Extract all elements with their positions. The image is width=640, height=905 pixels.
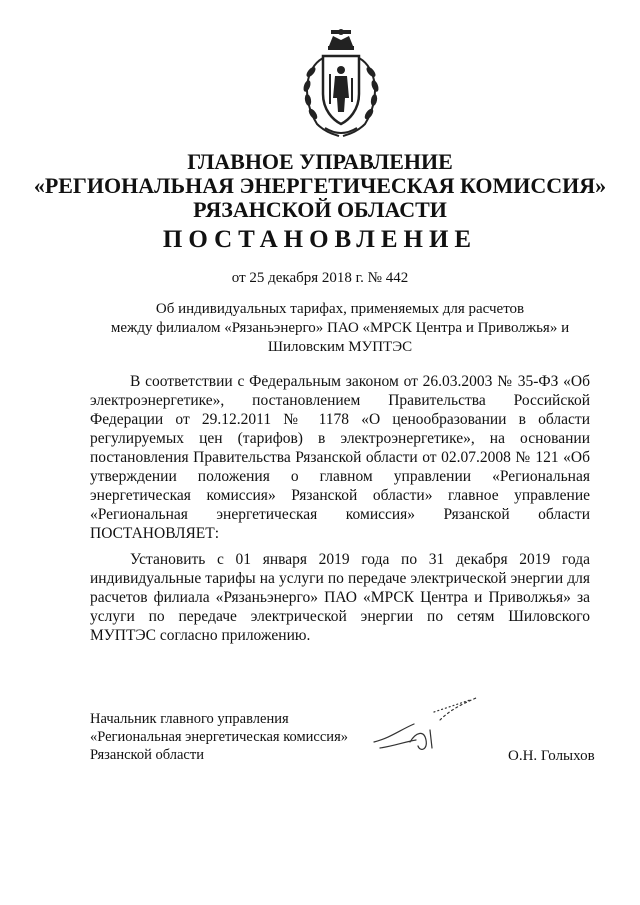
position-line: Рязанской области bbox=[90, 747, 204, 763]
agency-name-line3: РЯЗАНСКОЙ ОБЛАСТИ bbox=[193, 197, 447, 222]
ryazan-coat-of-arms-icon bbox=[295, 28, 387, 140]
position-line: «Региональная энергетическая комиссия» bbox=[90, 729, 348, 745]
decree-date-number: от 25 декабря 2018 г. № 442 bbox=[231, 270, 409, 286]
resolution-paragraph: Установить с 01 января 2019 года по 31 декабря 2019 года индивидуальные тарифы на услуги по передаче электрической энергии для расчетов филиала «Рязаньэнерго» ПАО «МРСК Центра и Приволжья» за услуги по передаче электрической энергии по сетям Шиловского МУПТЭС согласно приложению. bbox=[90, 551, 590, 644]
document-type-title: ПОСТАНОВЛЕНИЕ bbox=[162, 226, 478, 253]
position-line: Начальник главного управления bbox=[90, 711, 289, 727]
signatory-name: О.Н. Голыхов bbox=[508, 748, 595, 764]
subject-line: Об индивидуальных тарифах, применяемых для расчетов bbox=[155, 301, 525, 317]
subject-line: Шиловским МУПТЭС bbox=[267, 339, 413, 355]
agency-name-line1: ГЛАВНОЕ УПРАВЛЕНИЕ bbox=[187, 149, 453, 174]
decree-subject bbox=[80, 300, 600, 357]
handwritten-signature bbox=[370, 690, 480, 760]
subject-line: между филиалом «Рязаньэнерго» ПАО «МРСК Центра и Приволжья» и bbox=[110, 320, 570, 336]
preamble-paragraph: В соответствии с Федеральным законом от 26.03.2003 № 35-ФЗ «Об электроэнергетике», постановлением Правительства Российской Федерации от 29.12.2011 № 1178 «О ценообразовании в области регулируемых цен (тарифов) в электроэнергетике», на основании постановления Правительства Рязанской области от 02.07.2008 № 121 «Об утверждении положения о главном управлении «Региональная энергетическая комиссия» Рязанской области» главное управление «Региональная энергетическая комиссия» Рязанской области ПОСТАНОВЛЯЕТ: bbox=[90, 373, 590, 542]
agency-name-line2: «РЕГИОНАЛЬНАЯ ЭНЕРГЕТИЧЕСКАЯ КОМИССИЯ» bbox=[33, 173, 607, 198]
signatory-position bbox=[90, 710, 390, 764]
